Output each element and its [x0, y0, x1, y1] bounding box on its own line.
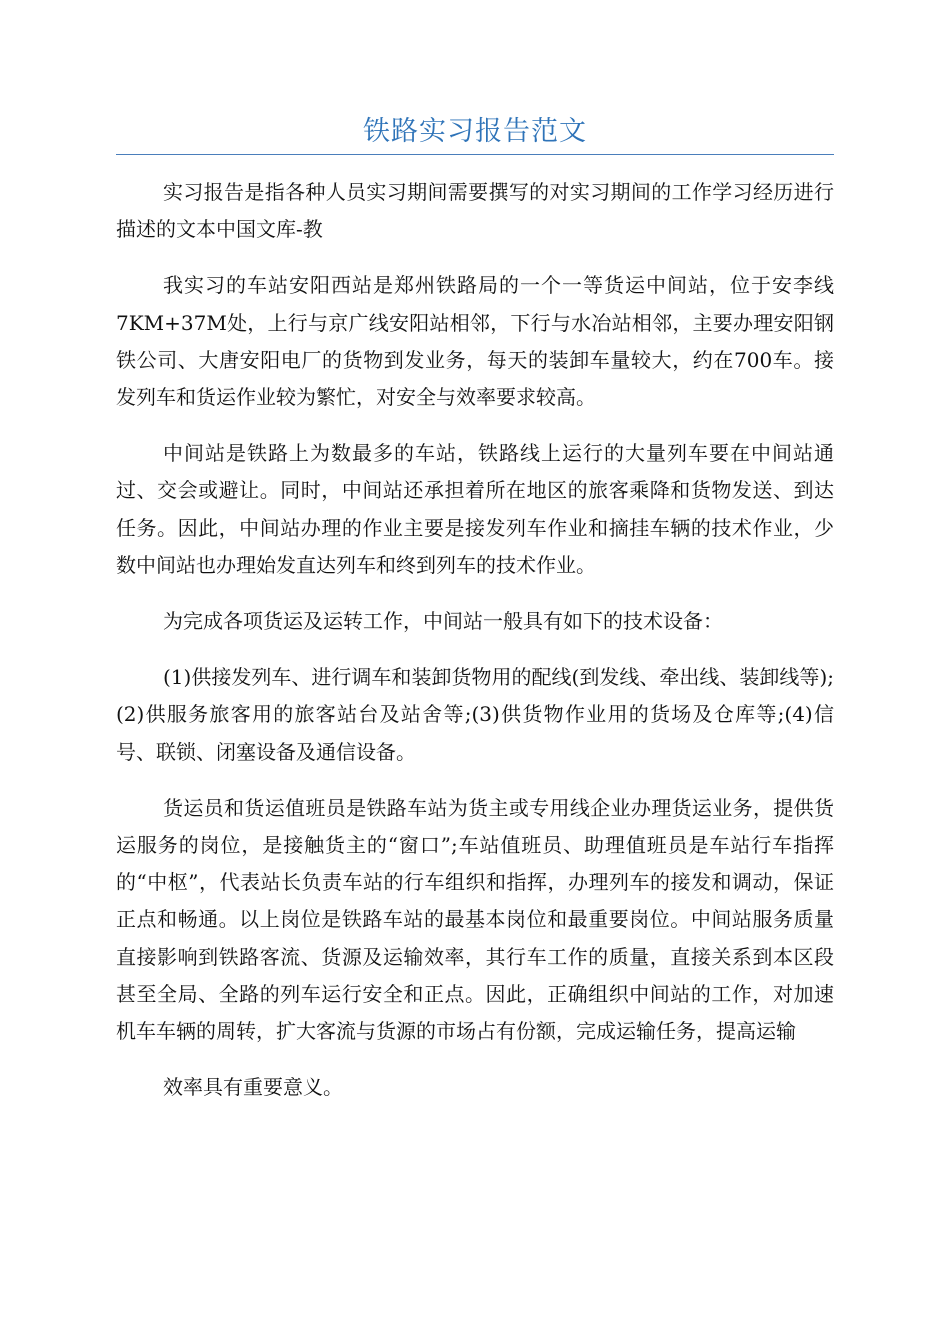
document-body [116, 174, 834, 1125]
paragraph-intermediate-station: 中间站是铁路上为数最多的车站，铁路线上运行的大量列车要在中间站通过、交会或避让。同时，中间站还承担着所在地区的旅客乘降和货物发送、到达任务。因此，中间站办理的作业主要是接发列车作业和摘挂车辆的技术作业，少数中间站也办理始发直达列车和终到列车的技术作业。 [116, 441, 834, 577]
paragraph-positions: 货运员和货运值班员是铁路车站为货主或专用线企业办理货运业务，提供货运服务的岗位，是接触货主的“窗口”;车站值班员、助理值班员是车站行车指挥的“中枢”，代表站长负责车站的行车组织和指挥，办理列车的接发和调动，保证正点和畅通。以上岗位是铁路车站的最基本岗位和最重要岗位。中间站服务质量直接影响到铁路客流、货源及运输效率，其行车工作的质量，直接关系到本区段甚至全局、全路的列车运行安全和正点。因此，正确组织中间站的工作，对加速机车车辆的周转，扩大客流与货源的市场占有份额，完成运输任务，提高运输 [116, 795, 834, 1044]
paragraph-equipment-intro: 为完成各项货运及运转工作，中间站一般具有如下的技术设备： [163, 609, 723, 634]
paragraph-conclusion: 效率具有重要意义。 [163, 1075, 343, 1100]
paragraph-station: 我实习的车站安阳西站是郑州铁路局的一个一等货运中间站，位于安李线7KM+37M处，上行与京广线安阳站相邻，下行与水冶站相邻，主要办理安阳钢铁公司、大唐安阳电厂的货物到发业务，每天的装卸车量较大，约在700车。接发列车和货运作业较为繁忙，对安全与效率要求较高。 [116, 273, 834, 410]
paragraph-intro: 实习报告是指各种人员实习期间需要撰写的对实习期间的工作学习经历进行描述的文本中国文库-教 [116, 180, 834, 242]
paragraph-equipment-list: (1)供接发列车、进行调车和装卸货物用的配线(到发线、牵出线、装卸线等);(2)供服务旅客用的旅客站台及站舍等;(3)供货物作业用的货场及仓库等;(4)信号、联锁、闭塞设备及通信设备。 [116, 665, 834, 764]
document-title: 铁路实习报告范文 [363, 116, 587, 147]
title-underline [116, 154, 834, 155]
